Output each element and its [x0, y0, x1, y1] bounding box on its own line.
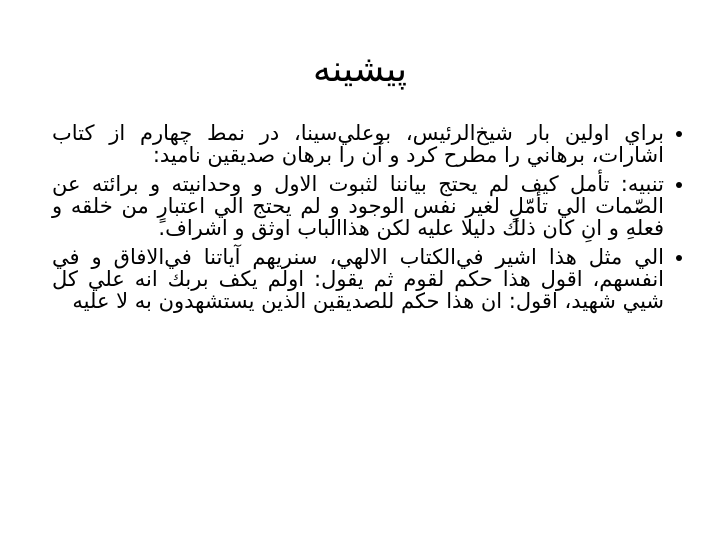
bullet-text-3: الي مثل هذا اشير في‌الكتاب الالهي، سنريهم آياتنا في‌الافاق و في انفسهم، اقول هذا حكم لقوم ثم يقول: اولم يكف بربك انه علي كل شيي شهيد، اقول: ان هذا حكم للصديقين الذين يستشهدون به لا عليه	[52, 245, 664, 313]
bullet-dot-icon	[676, 182, 682, 188]
slide-title: پيشينه	[312, 49, 408, 90]
bullet-text-1: براي اولين بار شيخ‌الرئيس، بوعلي‌سينا، در نمط چهارم از كتاب اشارات، برهاني را مطرح كرد و آن را برهان صديقين ناميد:	[52, 121, 664, 167]
bullet-item-3	[52, 246, 684, 312]
bullet-item-1	[52, 122, 684, 166]
bullet-text-2: تنبيه: تأمل كيف لم يحتج بياننا لثبوت الاول و وحدانيته و برائته عن الصّمات الي تأمّلٍ لغير نفس الوجود و لم يحتج الي اعتبارٍ من خلقه و فعلهِ و انِ كان ذلك دليلا عليه لكن هذاالباب اوثق و اشراف.	[52, 172, 664, 240]
bullet-list	[52, 122, 684, 312]
bullet-dot-icon	[676, 255, 682, 261]
bullet-item-2	[52, 173, 684, 239]
slide-body	[52, 122, 684, 319]
bullet-dot-icon	[676, 131, 682, 137]
